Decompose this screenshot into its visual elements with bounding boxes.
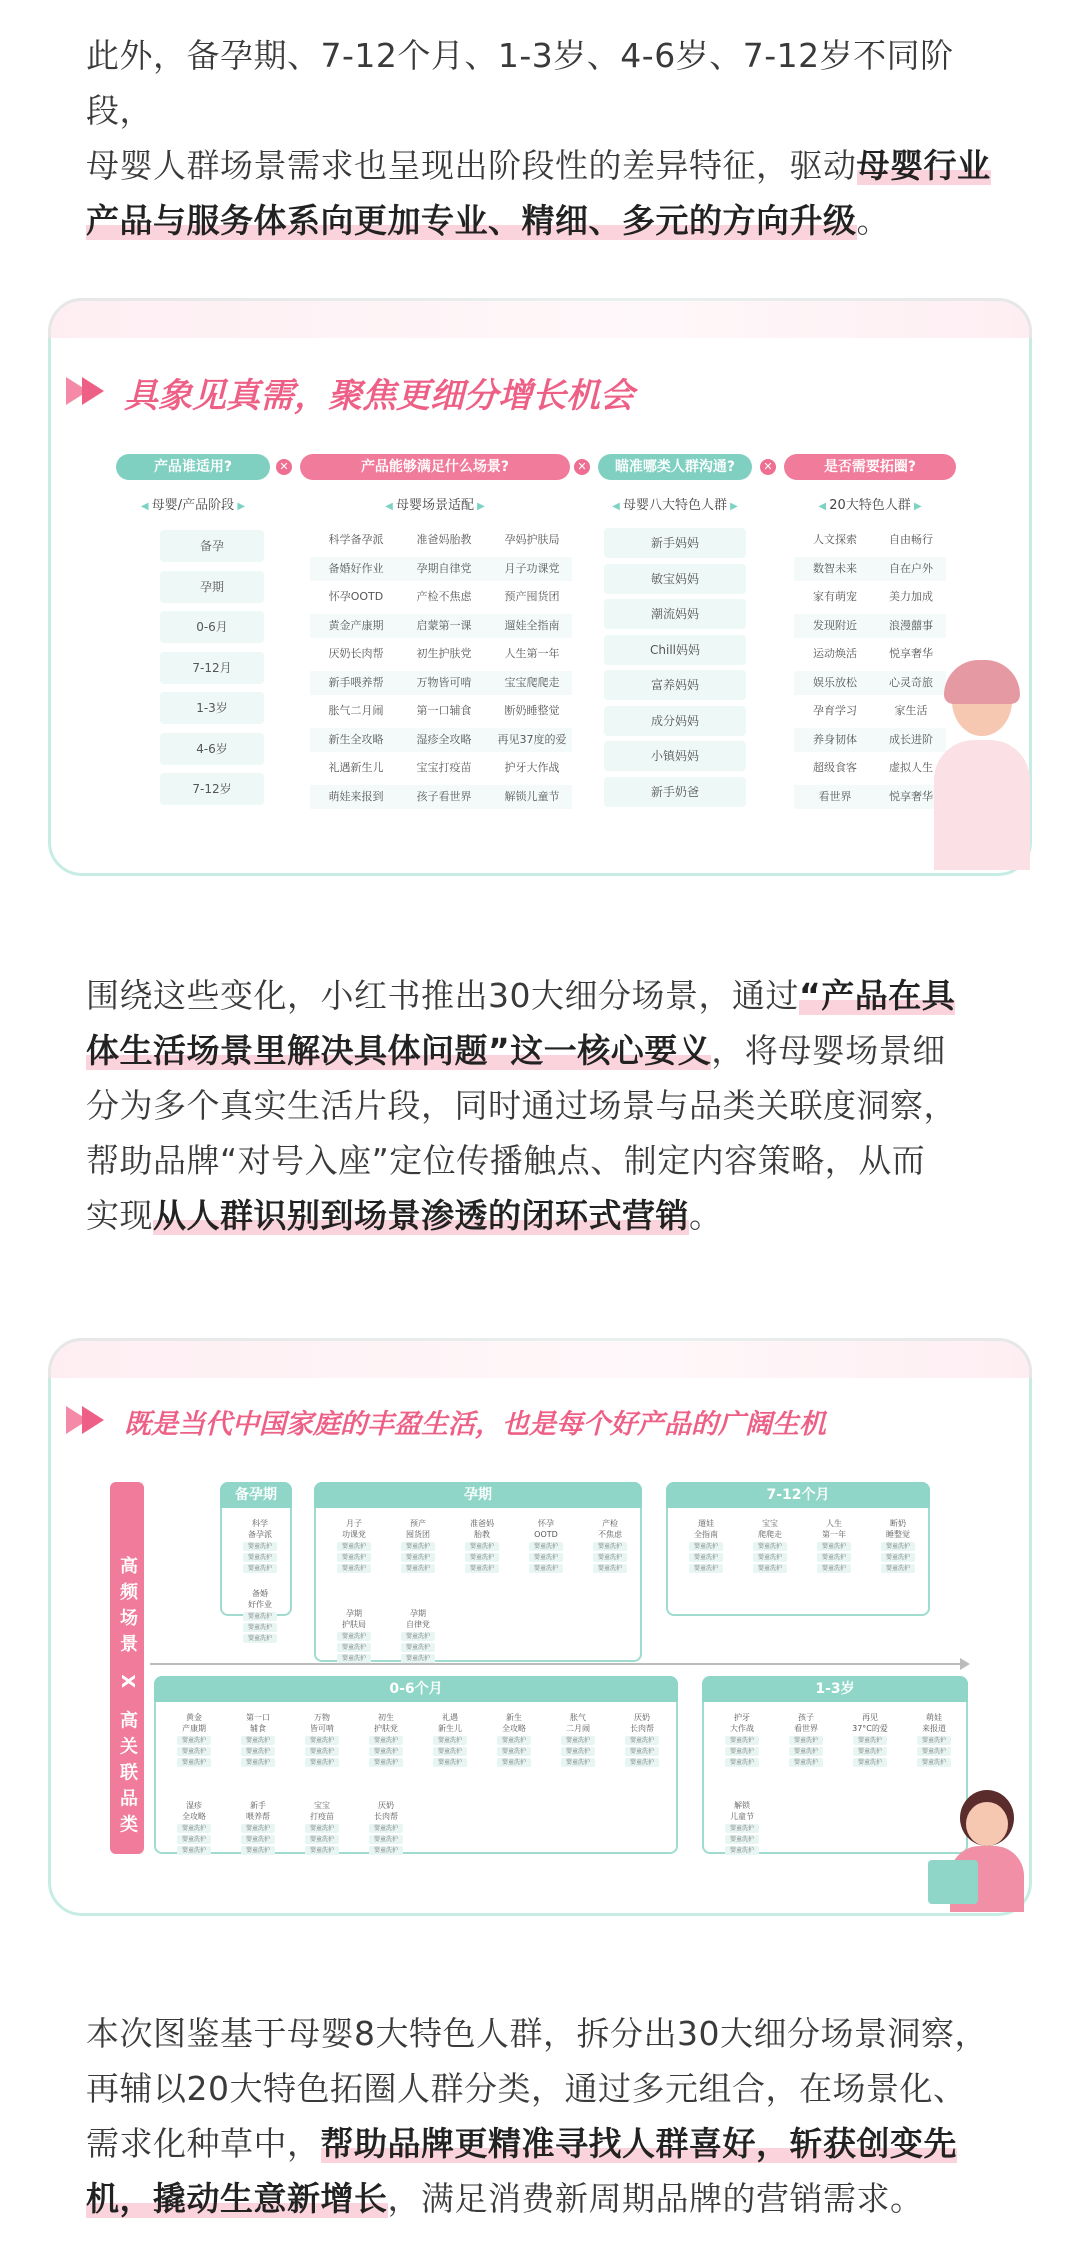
scene-tag-line: 厌奶	[378, 1801, 394, 1810]
cross-icon: ✕	[574, 459, 590, 475]
scene-cell: 断奶睡整觉	[504, 704, 560, 717]
scene-tag-line: 湿疹	[186, 1801, 202, 1810]
scene-tag-line: 护肤党	[374, 1724, 398, 1733]
scene-tag-line: 好作业	[248, 1600, 272, 1609]
scene-tag-line: 断奶	[890, 1519, 906, 1528]
scene-cell: 湿疹全攻略	[416, 732, 472, 746]
category-chip: 婴童洗护	[917, 1747, 951, 1756]
mom-cell: 敏宝妈妈	[604, 564, 746, 594]
circle-cell: 悦享奢华	[889, 789, 933, 803]
category-chip: 婴童洗护	[241, 1835, 275, 1844]
category-chip: 婴童洗护	[433, 1758, 467, 1767]
scene-cell: 科学备孕派	[328, 533, 384, 546]
mother-illustration	[934, 660, 1030, 870]
group-title: 孕期	[314, 1482, 642, 1508]
category-chip: 婴童洗护	[241, 1824, 275, 1833]
scene-tag-line: 宝宝	[762, 1519, 778, 1528]
scene-tag-line: 全指南	[694, 1530, 718, 1539]
category-chip: 婴童洗护	[305, 1846, 339, 1855]
category-chip: 婴童洗护	[337, 1553, 371, 1562]
scene-tag-line: 预产	[410, 1519, 426, 1528]
category-chip: 婴童洗护	[753, 1542, 787, 1551]
scene-cell: 新手喂养帮	[328, 675, 384, 689]
category-chip: 婴童洗护	[241, 1758, 275, 1767]
stage-cell: 4-6岁	[160, 733, 264, 765]
column-head-expand: 是否需要拓圈?	[784, 454, 956, 480]
scene-tag	[776, 1712, 836, 1769]
column-head-scene: 产品能够满足什么场景?	[300, 454, 570, 480]
scene-tag-line: 备婚	[252, 1589, 268, 1598]
scene-tag-line: 爬爬走	[758, 1530, 782, 1539]
scene-tag-line: 37°C的爱	[852, 1724, 888, 1733]
scene-tag	[580, 1518, 640, 1575]
card-title: 既是当代中国家庭的丰盈生活，也是每个好产品的广阔生机	[124, 1409, 826, 1440]
scene-tag	[228, 1712, 288, 1769]
subhead-expand: ◀ 20大特色人群 ▶	[784, 494, 956, 513]
scene-tag-line: 护牙	[734, 1713, 750, 1722]
category-chip: 婴童洗护	[177, 1747, 211, 1756]
category-chip: 婴童洗护	[243, 1564, 277, 1573]
subhead-audience: ◀ 母婴八大特色人群 ▶	[598, 494, 752, 513]
scene-tag-line: 喂养帮	[246, 1812, 270, 1821]
category-chip: 婴童洗护	[401, 1553, 435, 1562]
scene-tag	[420, 1712, 480, 1769]
circle-cell: 家生活	[894, 704, 928, 717]
scene-tag-line: 怀孕	[538, 1519, 554, 1528]
mom-cell: 新手妈妈	[604, 528, 746, 558]
circle-cell: 数智未来	[813, 561, 857, 575]
scene-cell: 遛娃全指南	[504, 618, 560, 632]
scene-tag-line: 人生	[826, 1519, 842, 1528]
circle-cell: 养身韧体	[813, 732, 857, 746]
scene-tag-line: 孕期	[410, 1609, 426, 1618]
scene-tag	[804, 1518, 864, 1575]
category-chip: 婴童洗护	[177, 1736, 211, 1745]
scene-tag-line: 二月闹	[566, 1724, 590, 1733]
scene-tag-line: 全攻略	[182, 1812, 206, 1821]
scene-tag-line: 备孕派	[248, 1530, 272, 1539]
scene-cell: 产检不焦虑	[416, 590, 472, 603]
group-title: 1-3岁	[702, 1676, 968, 1702]
stage-group-g3	[666, 1482, 930, 1616]
play-arrows-icon	[66, 1406, 116, 1434]
cross-icon: ✕	[276, 459, 292, 475]
category-chip: 婴童洗护	[465, 1564, 499, 1573]
scene-tag	[484, 1712, 544, 1769]
subhead-scene: ◀ 母婴场景适配 ▶	[300, 494, 570, 513]
stage-group-g1	[220, 1482, 292, 1642]
category-chip: 婴童洗护	[369, 1736, 403, 1745]
category-chip: 婴童洗护	[817, 1564, 851, 1573]
category-chip: 婴童洗护	[401, 1542, 435, 1551]
category-chip: 婴童洗护	[853, 1747, 887, 1756]
category-chip: 婴童洗护	[369, 1846, 403, 1855]
subhead-stage: ◀ 母婴/产品阶段 ▶	[116, 494, 270, 513]
scene-tag	[612, 1712, 672, 1769]
category-chip: 婴童洗护	[753, 1553, 787, 1562]
circle-cell: 人文探索	[813, 533, 857, 546]
scene-tag-line: 长肉帮	[374, 1812, 398, 1821]
scene-tag	[324, 1608, 384, 1665]
category-chip: 婴童洗护	[369, 1758, 403, 1767]
scene-cell: 再见37度的爱	[497, 732, 567, 746]
scene-tag-line: 胀气	[570, 1713, 586, 1722]
stage-group-g4	[154, 1676, 678, 1854]
scene-tag-line: 宝宝	[314, 1801, 330, 1810]
intro-paragraph: 此外，备孕期、7-12个月、1-3岁、4-6岁、7-12岁不同阶段， 母婴人群场景需求也呈现出阶段性的差异特征，驱动母婴行业 产品与服务体系向更加专业、精细、多元的方向升级。	[86, 36, 991, 240]
category-chip: 婴童洗护	[593, 1564, 627, 1573]
mom-cell: 潮流妈妈	[604, 599, 746, 629]
scene-cell: 启蒙第一课	[416, 618, 472, 632]
scene-tag	[868, 1518, 928, 1575]
scene-tag-line: 护肤局	[342, 1620, 366, 1629]
scene-tag	[356, 1800, 416, 1857]
scene-cell: 怀孕OOTD	[328, 590, 384, 603]
scene-tag-line: 初生	[378, 1713, 394, 1722]
category-chip: 婴童洗护	[753, 1564, 787, 1573]
scene-tag	[324, 1518, 384, 1575]
category-chip: 婴童洗护	[529, 1564, 563, 1573]
scene-tag	[292, 1712, 352, 1769]
category-chip: 婴童洗护	[465, 1553, 499, 1562]
scene-tag	[356, 1712, 416, 1769]
category-chip: 婴童洗护	[433, 1736, 467, 1745]
category-chip: 婴童洗护	[881, 1542, 915, 1551]
category-chip: 婴童洗护	[337, 1564, 371, 1573]
category-chip: 婴童洗护	[789, 1736, 823, 1745]
category-chip: 婴童洗护	[305, 1736, 339, 1745]
mom-cell: 小镇妈妈	[604, 741, 746, 771]
category-chip: 婴童洗护	[401, 1564, 435, 1573]
circle-cell: 运动焕活	[813, 647, 857, 660]
category-chip: 婴童洗护	[725, 1758, 759, 1767]
scene-tag-line: 胎教	[474, 1530, 490, 1539]
scene-cell: 解锁儿童节	[504, 789, 560, 803]
category-chip: 婴童洗护	[337, 1643, 371, 1652]
category-chip: 婴童洗护	[725, 1835, 759, 1844]
stage-cell: 备孕	[160, 530, 264, 562]
circle-cell: 娱乐放松	[813, 675, 857, 689]
scene-cell: 宝宝爬爬走	[504, 675, 560, 689]
scene-cell: 初生护肤党	[416, 647, 472, 660]
category-chip: 婴童洗护	[689, 1553, 723, 1562]
scene-tag	[712, 1800, 772, 1857]
scene-cell: 护牙大作战	[504, 761, 560, 774]
circle-cell: 美力加成	[889, 590, 933, 603]
category-chip: 婴童洗护	[177, 1824, 211, 1833]
category-chip: 婴童洗护	[625, 1758, 659, 1767]
category-chip: 婴童洗护	[917, 1758, 951, 1767]
scene-tag-line: 新生儿	[438, 1724, 462, 1733]
category-chip: 婴童洗护	[917, 1736, 951, 1745]
category-chip: 婴童洗护	[725, 1747, 759, 1756]
category-chip: 婴童洗护	[497, 1747, 531, 1756]
scene-cell: 厌奶长肉帮	[328, 647, 384, 660]
scene-tag-line: 准爸妈	[470, 1519, 494, 1528]
scene-tag-line: 黄金	[186, 1713, 202, 1722]
timeline-axis	[150, 1663, 962, 1665]
scene-tag-line: 自律党	[406, 1620, 430, 1629]
scene-tag-line: 不焦虑	[598, 1530, 622, 1539]
category-chip: 婴童洗护	[337, 1654, 371, 1663]
category-chip: 婴童洗护	[177, 1758, 211, 1767]
scene-tag	[904, 1712, 964, 1769]
scene-cell: 新生全攻略	[328, 732, 384, 746]
category-chip: 婴童洗护	[593, 1553, 627, 1562]
scene-tag	[840, 1712, 900, 1769]
category-chip: 婴童洗护	[401, 1632, 435, 1641]
scene-tag-line: 第一年	[822, 1530, 846, 1539]
play-arrows-icon	[66, 377, 116, 405]
scene-tag-line: 遛娃	[698, 1519, 714, 1528]
scene-tag	[712, 1712, 772, 1769]
circle-cell: 家有萌宠	[813, 590, 857, 603]
group-title: 备孕期	[220, 1482, 292, 1508]
category-chip: 婴童洗护	[305, 1758, 339, 1767]
category-chip: 婴童洗护	[241, 1736, 275, 1745]
circle-cell: 自在户外	[889, 561, 933, 575]
category-chip: 婴童洗护	[817, 1542, 851, 1551]
category-chip: 婴童洗护	[725, 1736, 759, 1745]
column-head-audience: 瞄准哪类人群沟通?	[598, 454, 752, 480]
scene-tag-line: 囤货团	[406, 1530, 430, 1539]
scene-cell: 礼遇新生儿	[328, 761, 384, 774]
stage-group-g2	[314, 1482, 642, 1662]
category-chip: 婴童洗护	[497, 1736, 531, 1745]
scene-tag-line: 睡整觉	[886, 1530, 910, 1539]
category-chip: 婴童洗护	[817, 1553, 851, 1562]
category-chip: 婴童洗护	[561, 1747, 595, 1756]
scene-cell: 准爸妈胎教	[416, 533, 472, 546]
scene-cell: 备婚好作业	[328, 561, 384, 575]
side-label-bar: 高频场景 X 高关联品类	[110, 1482, 144, 1854]
scene-cell: 萌娃来报到	[328, 789, 384, 803]
category-chip: 婴童洗护	[337, 1632, 371, 1641]
mom-cell: Chill妈妈	[604, 635, 746, 665]
scene-tag	[740, 1518, 800, 1575]
circle-cell: 虚拟人生	[889, 761, 933, 774]
stage-cell: 7-12月	[160, 652, 264, 684]
scenes-paragraph: 围绕这些变化，小红书推出30大细分场景，通过“产品在具 体生活场景里解决具体问题”这一核心要义，将母婴场景细 分为多个真实生活片段，同时通过场景与品类关联度洞察， 帮助品牌“对号入座”定位传播触点、制定内容策略，从而 实现从人群识别到场景渗透的闭环式营销。	[86, 976, 957, 1235]
category-chip: 婴童洗护	[369, 1747, 403, 1756]
scene-cell: 第一口辅食	[416, 704, 472, 717]
scene-tag	[516, 1518, 576, 1575]
category-chip: 婴童洗护	[433, 1747, 467, 1756]
scene-tag-line: 月子	[346, 1519, 362, 1528]
scene-tag-line: 解锁	[734, 1801, 750, 1810]
scene-tag	[164, 1712, 224, 1769]
category-chip: 婴童洗护	[689, 1564, 723, 1573]
circle-cell: 浪漫囍事	[889, 618, 933, 632]
scene-tag-line: 孩子	[798, 1713, 814, 1722]
summary-paragraph: 本次图鉴基于母婴8大特色人群，拆分出30大细分场景洞察， 再辅以20大特色拓圈人群分类，通过多元组合，在场景化、 需求化种草中，帮助品牌更精准寻找人群喜好，斩获创变先 机，撬动生意新增长，满足消费新周期品牌的营销需求。	[86, 2014, 988, 2218]
scene-tag	[676, 1518, 736, 1575]
scene-tag-line: 科学	[252, 1519, 268, 1528]
scene-tag-line: 大作战	[730, 1724, 754, 1733]
scene-tag-line: 萌娃	[926, 1713, 942, 1722]
category-chip: 婴童洗护	[593, 1542, 627, 1551]
category-chip: 婴童洗护	[725, 1824, 759, 1833]
scene-tag-line: 礼遇	[442, 1713, 458, 1722]
scene-cell: 人生第一年	[504, 647, 560, 660]
scene-tag	[548, 1712, 608, 1769]
category-chip: 婴童洗护	[625, 1736, 659, 1745]
scene-cell: 胀气二月闹	[328, 704, 384, 717]
category-chip: 婴童洗护	[241, 1846, 275, 1855]
group-title: 7-12个月	[666, 1482, 930, 1508]
scene-tag-line: 看世界	[794, 1724, 818, 1733]
category-chip: 婴童洗护	[243, 1634, 277, 1643]
scene-cell: 黄金产康期	[328, 618, 384, 632]
scene-tag-line: 皆可啃	[310, 1724, 334, 1733]
column-head-product: 产品谁适用?	[116, 454, 270, 480]
category-chip: 婴童洗护	[305, 1824, 339, 1833]
circle-cell: 超级食客	[813, 761, 857, 774]
scene-tag-line: 产康期	[182, 1724, 206, 1733]
scene-tag-line: 长肉帮	[630, 1724, 654, 1733]
scene-tag-line: 辅食	[250, 1724, 266, 1733]
circle-cell: 心灵奇旅	[889, 675, 933, 689]
scene-tag-line: 打疫苗	[310, 1812, 334, 1821]
category-chip: 婴童洗护	[337, 1542, 371, 1551]
scene-tag-line: 功课党	[342, 1530, 366, 1539]
scene-cell: 宝宝打疫苗	[416, 761, 472, 774]
category-chip: 婴童洗护	[789, 1747, 823, 1756]
stage-cell: 1-3岁	[160, 692, 264, 724]
category-chip: 婴童洗护	[789, 1758, 823, 1767]
category-chip: 婴童洗护	[625, 1747, 659, 1756]
scene-tag	[230, 1518, 290, 1575]
circle-cell: 自由畅行	[889, 533, 933, 546]
category-chip: 婴童洗护	[241, 1747, 275, 1756]
category-chip: 婴童洗护	[177, 1835, 211, 1844]
scene-tag-line: 厌奶	[634, 1713, 650, 1722]
scene-cell: 月子功课党	[504, 561, 560, 575]
category-chip: 婴童洗护	[401, 1643, 435, 1652]
scene-tag	[388, 1518, 448, 1575]
scene-cell: 万物皆可啃	[416, 675, 472, 689]
scene-tag-line: 来报道	[922, 1724, 946, 1733]
group-title: 0-6个月	[154, 1676, 678, 1702]
stage-cell: 0-6月	[160, 611, 264, 643]
scene-cell: 孩子看世界	[416, 789, 472, 803]
scene-tag-line: 再见	[862, 1713, 878, 1722]
scene-tag-line: 产检	[602, 1519, 618, 1528]
scene-tag-line: OOTD	[534, 1530, 558, 1539]
category-chip: 婴童洗护	[243, 1553, 277, 1562]
scene-tag-line: 新生	[506, 1713, 522, 1722]
category-chip: 婴童洗护	[881, 1564, 915, 1573]
category-chip: 婴童洗护	[305, 1835, 339, 1844]
scene-tag-line: 儿童节	[730, 1812, 754, 1821]
scene-tag-line: 万物	[314, 1713, 330, 1722]
category-chip: 婴童洗护	[177, 1846, 211, 1855]
scene-tag-line: 全攻略	[502, 1724, 526, 1733]
scene-tag-line: 孕期	[346, 1609, 362, 1618]
category-chip: 婴童洗护	[465, 1542, 499, 1551]
cross-icon: ✕	[760, 459, 776, 475]
mom-cell: 成分妈妈	[604, 706, 746, 736]
category-chip: 婴童洗护	[529, 1542, 563, 1551]
scene-cell: 孕妈护肤局	[504, 533, 560, 546]
category-chip: 婴童洗护	[529, 1553, 563, 1562]
mom-cell: 富养妈妈	[604, 670, 746, 700]
scene-cell: 预产囤货团	[504, 590, 560, 603]
category-chip: 婴童洗护	[561, 1758, 595, 1767]
category-chip: 婴童洗护	[369, 1824, 403, 1833]
scene-tag-line: 第一口	[246, 1713, 270, 1722]
category-chip: 婴童洗护	[561, 1736, 595, 1745]
category-chip: 婴童洗护	[497, 1758, 531, 1767]
circle-cell: 悦享奢华	[889, 647, 933, 660]
scene-tag	[230, 1588, 290, 1645]
scene-tag	[452, 1518, 512, 1575]
circle-cell: 成长进阶	[889, 732, 933, 746]
mother-child-illustration	[920, 1790, 1024, 1912]
category-chip: 婴童洗护	[853, 1758, 887, 1767]
category-chip: 婴童洗护	[725, 1846, 759, 1855]
category-chip: 婴童洗护	[401, 1654, 435, 1663]
scene-cell: 孕期自律党	[416, 561, 472, 575]
scene-tag	[388, 1608, 448, 1665]
category-chip: 婴童洗护	[853, 1736, 887, 1745]
scene-tag	[292, 1800, 352, 1857]
stage-cell: 7-12岁	[160, 773, 264, 805]
scene-tag	[164, 1800, 224, 1857]
scene-tag	[228, 1800, 288, 1857]
mom-cell: 新手奶爸	[604, 777, 746, 807]
circle-cell: 看世界	[818, 789, 852, 803]
stage-cell: 孕期	[160, 571, 264, 603]
category-chip: 婴童洗护	[369, 1835, 403, 1844]
card-title: 具象见真需，聚焦更细分增长机会	[124, 376, 634, 416]
category-chip: 婴童洗护	[881, 1553, 915, 1562]
circle-cell: 发现附近	[813, 618, 857, 632]
scene-tag-line: 新手	[250, 1801, 266, 1810]
category-chip: 婴童洗护	[689, 1542, 723, 1551]
category-chip: 婴童洗护	[305, 1747, 339, 1756]
timeline-arrow-icon	[960, 1658, 970, 1670]
category-chip: 婴童洗护	[243, 1623, 277, 1632]
category-chip: 婴童洗护	[243, 1542, 277, 1551]
circle-cell: 孕育学习	[813, 704, 857, 717]
category-chip: 婴童洗护	[243, 1612, 277, 1621]
